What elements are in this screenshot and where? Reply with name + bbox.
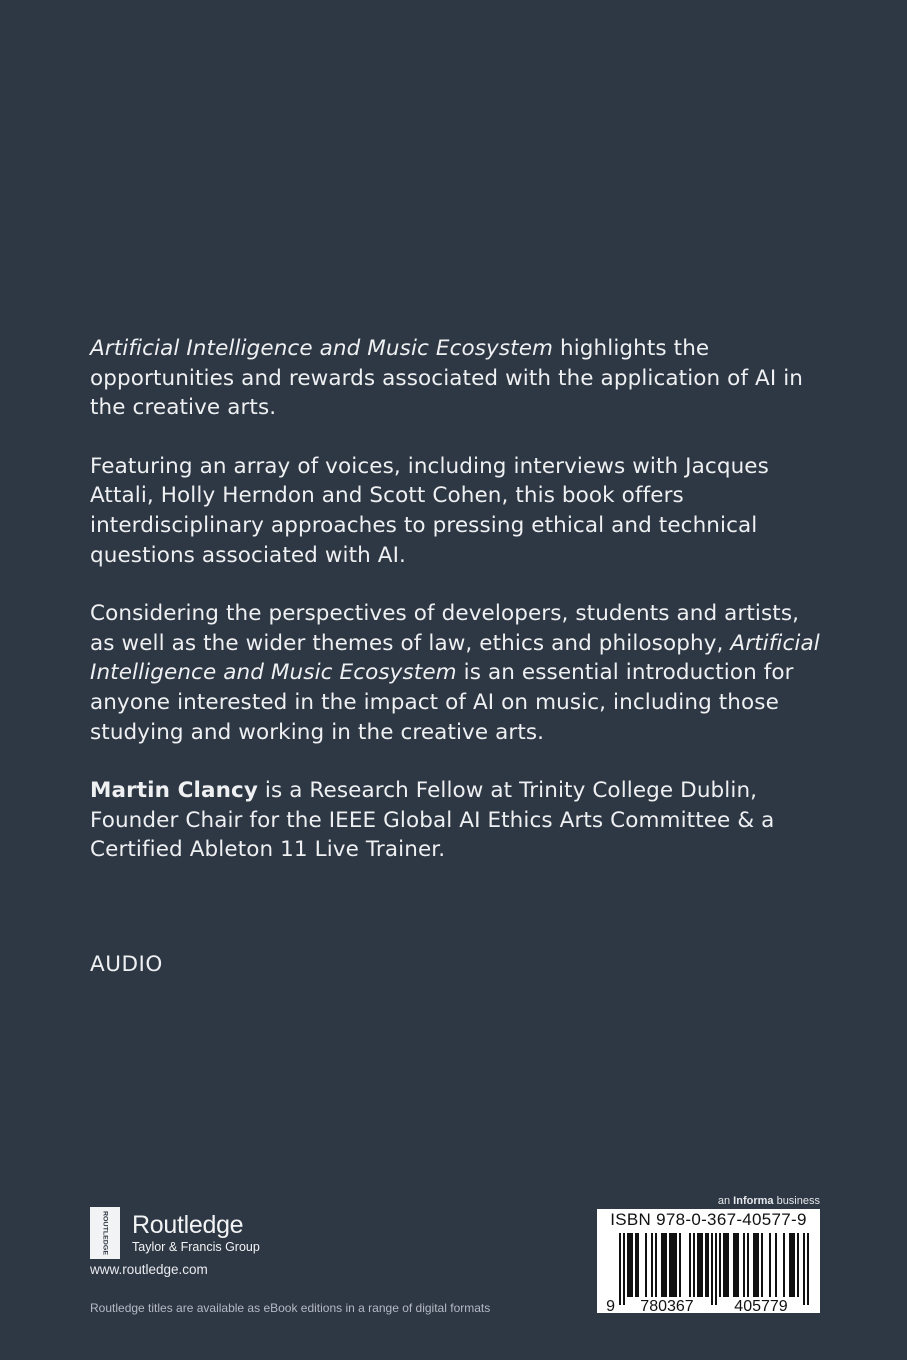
isbn-barcode (597, 1209, 820, 1313)
barcode-bar (655, 1233, 657, 1297)
routledge-logo (90, 1207, 260, 1259)
barcode-bar (737, 1233, 739, 1297)
barcode-bar (735, 1233, 737, 1297)
barcode-digit-text: 780367 (640, 1298, 694, 1313)
barcode-bar (719, 1233, 721, 1297)
barcode-bar (671, 1233, 673, 1297)
barcode-bar (669, 1233, 671, 1297)
barcode-bar (675, 1233, 677, 1297)
barcode-bar (705, 1233, 707, 1297)
blurb-paragraph-perspectives (90, 599, 825, 747)
barcode-bar (711, 1233, 713, 1305)
barcode-bar (753, 1233, 755, 1297)
barcode-bar (797, 1233, 799, 1297)
barcode-bar (793, 1233, 795, 1297)
routledge-emblem-text: ROUTLEDGE (101, 1211, 109, 1253)
barcode-bar (623, 1233, 625, 1305)
barcode-bar (673, 1233, 675, 1297)
blurb-paragraph-voices: Featuring an array of voices, including interviews with Jacques Attali, Holly Herndon and Scott Cohen, this book offers interdisciplinary approaches to pressing ethical and technical questions associated with AI. (90, 453, 769, 568)
barcode-bar (803, 1233, 805, 1305)
barcode-bar (791, 1233, 793, 1297)
publisher-website: www.routledge.com (90, 1262, 208, 1277)
barcode-bar (747, 1233, 749, 1297)
barcode-bar (631, 1233, 633, 1297)
author-bio (90, 776, 825, 865)
barcode-bar (727, 1233, 729, 1297)
blurb-perspectives-rest: is an essential introduction for anyone interested in the impact of AI on music, including those studying and working in the creative arts. (90, 660, 794, 745)
barcode-bars (619, 1233, 809, 1305)
barcode-bar (619, 1233, 621, 1305)
blurb-paragraph-intro (90, 334, 825, 423)
barcode-bar (651, 1233, 653, 1297)
barcode-bar (663, 1233, 665, 1297)
barcode-bar (661, 1233, 663, 1297)
barcode-bar (645, 1233, 647, 1297)
informa-business-tag (690, 1195, 820, 1207)
barcode-bar (725, 1233, 727, 1297)
routledge-wordmark (132, 1212, 260, 1255)
routledge-emblem-icon (90, 1207, 120, 1259)
subject-category: AUDIO (90, 952, 163, 977)
barcode-bar (629, 1233, 631, 1297)
barcode-bar (723, 1233, 725, 1297)
informa-suffix: business (773, 1195, 820, 1207)
author-name: Martin Clancy (90, 778, 258, 804)
barcode-bar (761, 1233, 763, 1297)
barcode-bar (755, 1233, 757, 1297)
barcode-digit-text: 9 (606, 1298, 615, 1313)
barcode-bar (689, 1233, 691, 1297)
blurb-intro-text: highlights the opportunities and rewards associated with the application of AI in the creative arts. (90, 336, 804, 421)
barcode-bar (697, 1233, 699, 1297)
barcode-bar (707, 1233, 709, 1297)
barcode-bar (699, 1233, 701, 1297)
publisher-name: Routledge (132, 1210, 244, 1239)
publisher-group: Taylor & Francis Group (132, 1239, 260, 1254)
isbn-label: ISBN 978-0-367-40577-9 (610, 1210, 807, 1229)
author-bio-text: is a Research Fellow at Trinity College Dublin, Founder Chair for the IEEE Global AI Ethics Arts Committee & a Certified Ableton 11 Live Trainer. (90, 778, 775, 863)
barcode-bar (775, 1233, 777, 1297)
barcode-bar (757, 1233, 759, 1297)
barcode-bar (807, 1233, 809, 1305)
barcode-digits (606, 1298, 788, 1313)
barcode-bar (637, 1233, 639, 1297)
book-title-italic: Artificial Intelligence and Music Ecosystem (90, 630, 820, 686)
barcode-bar (635, 1233, 637, 1297)
barcode-bar (715, 1233, 717, 1305)
barcode-bar (789, 1233, 791, 1297)
barcode-bar (679, 1233, 681, 1297)
blurb-perspectives-text: Considering the perspectives of developers, students and artists, as well as the wider themes of law, ethics and philosophy, (90, 601, 800, 656)
barcode-bar (665, 1233, 667, 1297)
barcode-bar (701, 1233, 703, 1297)
barcode-bar (627, 1233, 629, 1297)
informa-brand: Informa (733, 1195, 774, 1207)
barcode-bar (783, 1233, 785, 1297)
barcode-bar (693, 1233, 695, 1297)
ebook-availability-note: Routledge titles are available as eBook editions in a range of digital formats (90, 1301, 491, 1315)
back-cover-blurb (90, 334, 825, 865)
barcode-bar (733, 1233, 735, 1297)
barcode-bar (769, 1233, 771, 1297)
informa-prefix: an (717, 1195, 734, 1207)
barcode-bar (743, 1233, 745, 1297)
book-title-italic: Artificial Intelligence and Music Ecosystem (90, 336, 554, 361)
barcode-digit-text: 405779 (734, 1298, 788, 1313)
